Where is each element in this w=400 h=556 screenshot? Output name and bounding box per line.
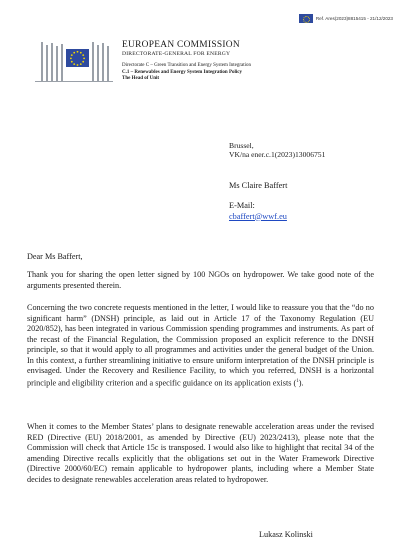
place-and-reference — [229, 141, 325, 159]
paragraph-2-end: ). — [298, 378, 304, 388]
paragraph-1: Thank you for sharing the open letter signed by 100 NGOs on hydropower. We take good note of the arguments presented therein. — [27, 270, 374, 290]
email-label: E-Mail: — [229, 201, 255, 210]
footnote-marker[interactable]: 1 — [296, 378, 299, 384]
document-reference — [299, 14, 393, 23]
paragraph-2-text: Concerning the two concrete requests mentioned in the letter, I would like to reassure you that the “do no significant harm” (DNSH) principle, as laid out in Article 17 of the Taxonomy Regulation (EU 2020/852), has been integrated in various Commission spending programmes and instruments. As part of the recast of the Financial Regulation, the Commission proposed an explicit reference to the DNSH principle, so that it would apply to all programmes and activities under the general budget of the Union. In this context, a further streamlining initiative to ensure uniform interpretation of the DNSH principle is envisaged. Under the Recovery and Resilience Facility, to which you referred, DNSH is a horizontal principle and eligibility criterion and a specific guidance on its application exists ( — [27, 303, 374, 388]
paragraph-2 — [27, 303, 374, 389]
email-link[interactable]: cbaffert@wwf.eu — [229, 211, 287, 221]
directorate-general: DIRECTORATE-GENERAL FOR ENERGY — [122, 51, 231, 57]
file-reference: VK/na ener.c.1(2023)13006751 — [229, 150, 326, 160]
email-block — [229, 201, 287, 222]
recipient-name: Ms Claire Baffert — [229, 181, 288, 190]
sender-role: The Head of Unit — [122, 76, 160, 82]
signature-name: Lukasz Kolinski — [259, 530, 313, 539]
directorate-block — [122, 63, 251, 83]
reference-number: Ref. Ares(2023)8815415 - 21/12/2023 — [315, 16, 393, 21]
salutation: Dear Ms Baffert, — [27, 252, 83, 261]
european-commission-logo — [33, 40, 115, 83]
organisation-block — [122, 40, 240, 57]
organisation-name: EUROPEAN COMMISSION — [122, 40, 240, 50]
place: Brussel, — [229, 141, 254, 150]
unit-name: C.1 – Renewables and Energy System Integration Policy — [122, 69, 242, 75]
paragraph-3: When it comes to the Member States’ plans to designate renewable acceleration areas under the revised RED (Directive (EU) 2018/2001, as amended by Directive (EU) 2023/2413), please note that the Commission will check that Article 15c is transposed. I would also like to highlight that recital 34 of the amending Directive recalls explicitly that the obligations set out in the Water Framework Directive (Directive 2000/60/EC) remain applicable to hydropower plants, including where a Member State decides to designate renewables acceleration areas related to hydropower. — [27, 422, 374, 484]
eu-flag-icon — [299, 14, 313, 23]
directorate-name: Directorate C – Green Transition and Energy System Integration — [122, 63, 252, 68]
